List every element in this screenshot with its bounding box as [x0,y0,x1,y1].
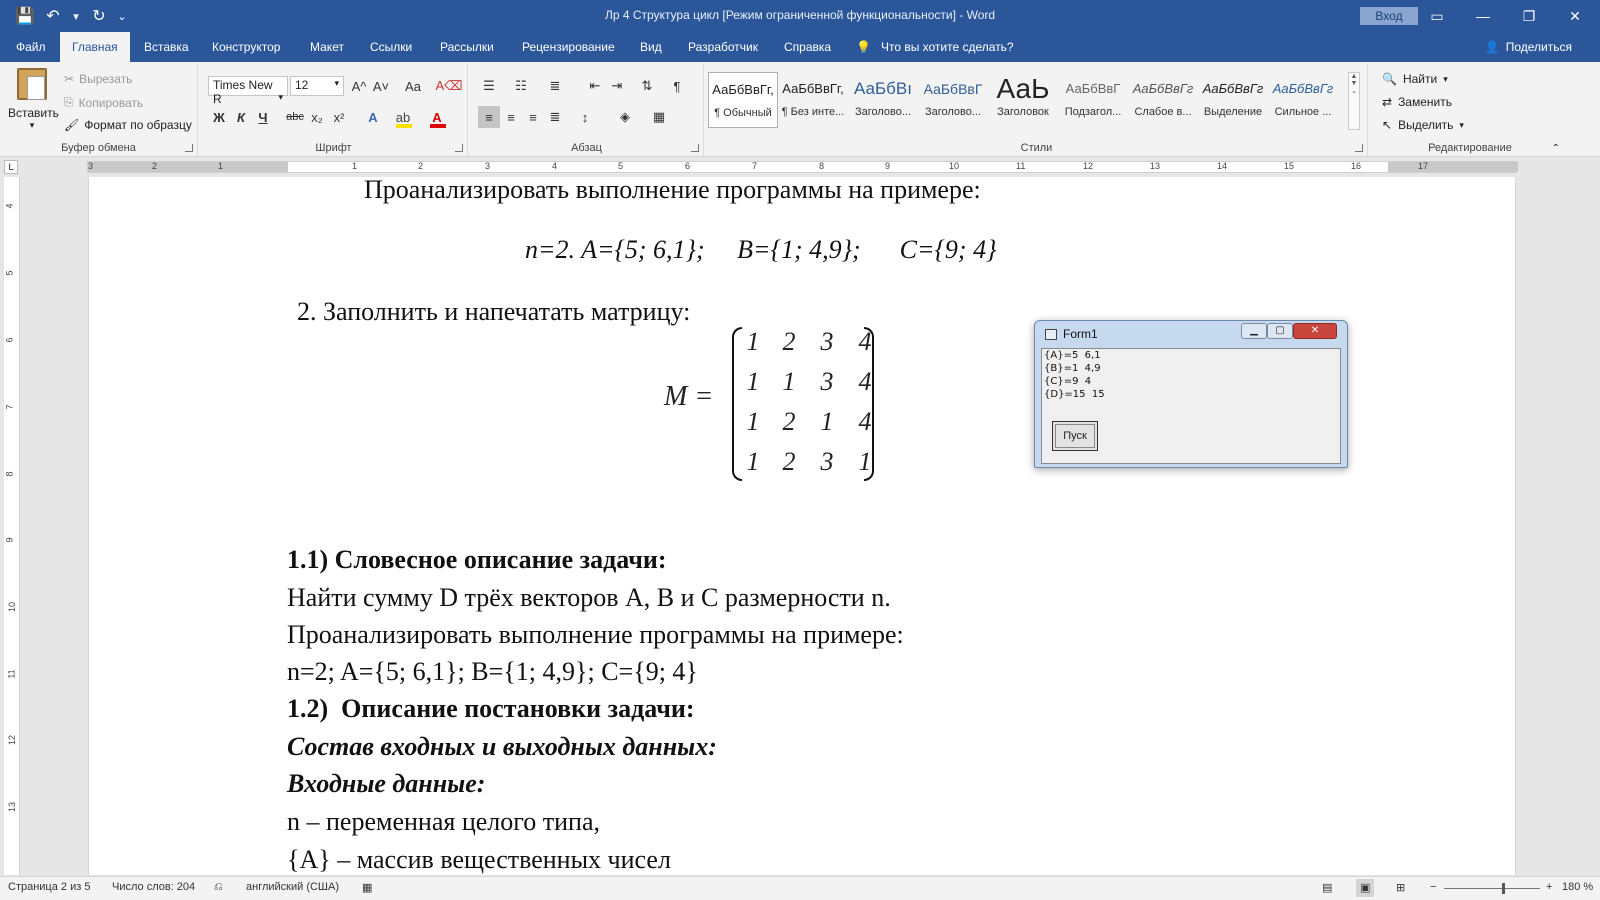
ruler-tick: 3 [88,161,94,171]
ruler-tick: 1 [218,161,224,171]
style-sample: АаЬ [996,73,1050,104]
tab-view[interactable]: Вид [640,40,662,54]
paragraph-group-label: Абзац [571,142,602,154]
doc-heading: Входные данные: [287,769,486,798]
multilevel-list-icon[interactable]: ≣ [549,78,561,93]
matrix-cell: 3 [820,447,834,476]
sort-icon[interactable]: ⇅ [641,78,653,93]
text-effects-icon[interactable]: A [368,109,378,125]
zoom-slider[interactable] [1444,888,1540,889]
style-name: Сильное ... [1274,106,1332,118]
tab-developer[interactable]: Разработчик [688,40,758,54]
print-layout-icon[interactable]: ▣ [1356,879,1374,897]
save-icon[interactable]: 💾 [15,8,35,25]
ruler-tick: 5 [4,270,15,276]
read-mode-icon[interactable]: ▤ [1322,882,1333,894]
collapse-ribbon-icon[interactable]: ⌃ [1551,143,1560,154]
ruler-tick: 7 [752,161,758,171]
cut-label: Вырезать [79,72,133,86]
style-name: Выделение [1203,106,1263,118]
scissors-icon: ✂ [64,72,75,86]
ruler-tick: 10 [7,601,18,613]
doc-line: Найти сумму D трёх векторов A, B и C размерности n. [287,583,891,612]
tab-file[interactable]: Файл [16,40,46,54]
doc-line: n=2; A={5; 6,1}; B={1; 4,9}; C={9; 4} [287,657,698,686]
copy-label: Копировать [78,95,144,110]
line-spacing-icon[interactable]: ↕ [581,109,589,125]
styles-launcher-icon[interactable] [1355,144,1363,152]
minimize-button[interactable]: — [1476,8,1490,24]
lightbulb-icon: 💡 [856,40,871,54]
format-painter-label: Формат по образцу [84,118,192,132]
ruler-tick: 12 [7,734,18,746]
form1-window[interactable] [1034,320,1348,468]
macro-icon[interactable]: ▦ [362,882,373,894]
ruler-tick: 13 [1150,161,1161,171]
ribbon [0,62,1600,157]
title-bar [0,0,1600,32]
share-button[interactable] [1485,32,1572,62]
find-label: Найти [1402,72,1438,86]
tab-layout[interactable]: Макет [310,40,344,54]
font-launcher-icon[interactable] [455,144,463,152]
zoom-slider-thumb[interactable] [1502,883,1505,894]
zoom-in-button[interactable]: + [1546,881,1553,893]
matrix-cell: 1 [746,407,760,436]
tab-design[interactable]: Конструктор [212,40,281,54]
font-name-value: Times New R [213,78,273,106]
align-left-icon[interactable]: ≡ [478,106,500,128]
paragraph-launcher-icon[interactable] [691,144,699,152]
editing-group [1370,64,1570,156]
form1-maximize-button[interactable]: ▢ [1267,323,1293,339]
ruler-tick: 17 [1418,161,1429,171]
ribbon-display-options-button[interactable]: ▭ [1430,7,1444,24]
style-no-spacing[interactable] [778,72,848,128]
matrix-cell: 4 [858,407,872,436]
replace-button[interactable] [1382,95,1452,109]
status-bar [0,876,1600,900]
editing-group-label: Редактирование [1428,142,1512,154]
shading-icon[interactable]: ◈ [620,109,630,124]
font-group-label: Шрифт [315,142,352,154]
style-heading1[interactable] [848,72,918,128]
matrix-cell: 4 [858,367,872,396]
select-dropdown-icon: ▾ [1459,119,1464,130]
ruler-track[interactable] [87,161,1517,173]
clipboard-launcher-icon[interactable] [185,144,193,152]
doc-line: Проанализировать выполнение программы на примере: [287,620,904,649]
style-sample: АаБбВı [854,79,912,98]
style-sample: АаБбВвГг, [782,81,844,96]
find-dropdown-icon: ▾ [1443,73,1448,84]
styles-gallery-scroll[interactable]: ▲ ▼ ⌄ [1348,72,1360,130]
ruler-tick: 3 [485,161,491,171]
restore-button[interactable]: ❐ [1522,7,1536,24]
tell-me-search[interactable] [856,32,1014,62]
matrix-cell: 1 [858,447,872,476]
clipboard-group [0,64,198,156]
ruler-tick: 13 [7,801,18,813]
matrix-cell: 2 [782,327,796,356]
style-title[interactable] [988,72,1058,128]
matrix-label: M = [664,381,714,412]
format-painter-button[interactable] [64,118,192,132]
matrix-cell: 1 [782,367,796,396]
window-title: Лр 4 Структура цикл [Режим ограниченной функциональности] - Word [604,8,996,22]
ruler-tick: 9 [885,161,891,171]
align-center-icon[interactable]: ≡ [507,109,515,125]
vertical-ruler [4,177,20,875]
tab-home[interactable]: Главная [60,32,130,62]
form1-titlebar[interactable] [1045,327,1098,341]
tab-selector-icon[interactable]: L [4,160,18,174]
select-button[interactable] [1382,118,1464,132]
form1-client-area [1041,348,1341,464]
tab-insert[interactable]: Вставка [144,40,189,54]
clear-formatting-button[interactable]: A⌫ [435,78,463,93]
clipboard-group-label: Буфер обмена [61,142,136,154]
font-name-combo[interactable] [208,76,288,106]
tell-me-label: Что вы хотите сделать? [880,40,1014,54]
doc-line: {A} – массив вещественных чисел [287,845,671,874]
tab-references[interactable]: Ссылки [370,40,413,54]
matrix-cell: 4 [858,327,872,356]
output-line: {A}=5 6,1 [1044,350,1101,361]
ruler-tick: 4 [4,203,15,209]
form1-title: Form1 [1063,327,1098,341]
zoom-level[interactable]: 180 % [1562,881,1594,893]
style-emphasis[interactable] [1198,72,1268,128]
replace-icon: ⇄ [1382,95,1393,109]
style-sample: АаБбВвГг [1132,81,1194,96]
ruler-tick: 8 [819,161,825,171]
matrix [664,327,874,487]
style-name: ¶ Обычный [714,107,772,119]
matrix-cell: 1 [746,327,760,356]
justify-icon[interactable]: ≣ [549,109,561,124]
cut-button[interactable] [64,72,132,86]
word-count[interactable]: Число слов: 204 [112,881,196,893]
signin-button[interactable]: Вход [1360,7,1418,25]
copy-icon: ⎘ [64,95,74,109]
share-label: Поделиться [1505,40,1572,54]
bullets-icon[interactable]: ☰ [483,78,495,93]
align-right-icon[interactable]: ≡ [529,109,537,125]
style-name: Заголовок [997,106,1049,118]
style-subtitle[interactable] [1058,72,1128,128]
style-sample: АаБбВвГ [923,81,983,97]
tab-review[interactable]: Рецензирование [522,40,615,54]
increase-indent-icon[interactable]: ⇥ [611,78,623,93]
subscript-button[interactable]: x₂ [311,109,323,125]
tab-mailings[interactable]: Рассылки [440,40,494,54]
ruler-tick: 10 [949,161,960,171]
replace-label: Заменить [1398,95,1452,109]
ruler-tick: 5 [618,161,624,171]
change-case-button[interactable]: Aa [405,78,421,94]
ruler-tick: 11 [6,669,17,679]
superscript-button[interactable]: x² [333,109,345,125]
style-sample: АаБбВвГг, [712,82,774,97]
font-color-swatch [430,124,446,128]
output-line: {D}=15 15 [1044,389,1105,400]
shrink-font-button[interactable]: A˅ [372,78,390,94]
highlight-color-icon[interactable]: ab [395,109,411,125]
doc-line: Проанализировать выполнение программы на примере: [364,177,981,204]
borders-icon[interactable]: ▦ [652,109,666,124]
style-sample: АаБбВвГ [1065,81,1121,96]
paste-dropdown-icon: ▾ [29,120,35,130]
ruler-tick: 1 [352,161,358,171]
language-indicator[interactable]: английский (США) [246,881,340,893]
output-line: {C}=9 4 [1044,376,1092,387]
ruler-tick: 12 [1083,161,1094,171]
person-icon: 👤 [1484,40,1500,54]
select-label: Выделить [1398,118,1454,132]
style-sample: АаБбВвГг [1272,81,1334,96]
ribbon-tabs [0,32,1600,62]
page-count[interactable]: Страница 2 из 5 [8,881,91,893]
paste-label: Вставить [8,106,59,120]
style-intense-emphasis[interactable] [1268,72,1338,128]
ruler-tick: 6 [4,337,15,343]
tab-help[interactable]: Справка [784,40,832,54]
matrix-body [732,327,874,487]
ruler-tick: 9 [4,537,15,543]
proofing-icon[interactable]: ⎌ [214,881,223,893]
ruler-tick: 6 [685,161,691,171]
matrix-cell: 2 [782,447,796,476]
font-color-icon[interactable]: A [432,109,442,125]
doc-formula-line: n=2. A={5; 6,1}; B={1; 4,9}; C={9; 4} [525,235,997,264]
paste-button[interactable] [8,68,59,131]
ruler-tick: 8 [4,471,15,477]
ruler-tick: 7 [4,404,15,410]
strikethrough-button[interactable]: abc [286,111,304,123]
close-button[interactable]: ✕ [1569,7,1581,24]
matrix-cell: 3 [820,367,834,396]
web-layout-icon[interactable]: ⊞ [1396,882,1406,894]
matrix-cell: 1 [746,447,760,476]
matrix-cell: 3 [820,327,834,356]
ruler-tick: 16 [1351,161,1362,171]
style-name: ¶ Без инте... [781,106,845,118]
style-name: Слабое в... [1134,106,1192,118]
highlight-color-swatch [396,124,412,128]
cursor-icon: ↖ [1382,118,1393,132]
doc-heading: 1.2) Описание постановки задачи: [287,694,695,723]
matrix-cell: 1 [820,407,834,436]
font-name-dropdown-icon: ▾ [278,92,283,102]
redo-icon[interactable]: ↻ [92,8,106,25]
ruler-tick: 2 [418,161,424,171]
style-name: Заголово... [924,106,982,118]
styles-group-label: Стили [1020,142,1053,154]
ruler-tick: 15 [1284,161,1295,171]
style-heading2[interactable] [918,72,988,128]
doc-line: n – переменная целого типа, [287,807,600,836]
font-size-value: 12 [295,78,309,92]
matrix-cell: 2 [782,407,796,436]
font-size-combo[interactable] [290,76,344,96]
ruler-tick: 4 [552,161,558,171]
zoom-out-button[interactable]: − [1430,881,1437,893]
output-line: {B}=1 4,9 [1044,363,1101,374]
styles-group [706,64,1368,156]
decrease-indent-icon[interactable]: ⇤ [589,78,601,93]
find-button[interactable] [1382,72,1448,86]
document-area[interactable] [20,177,1600,875]
form1-minimize-button[interactable]: ▁ [1241,323,1267,339]
style-name: Заголово... [854,106,912,118]
doc-heading: Состав входных и выходных данных: [287,732,717,761]
copy-button[interactable] [64,95,143,110]
paragraph-group [470,64,704,156]
bold-button[interactable]: Ж [213,109,225,125]
undo-dropdown-icon[interactable]: ▾ [73,10,79,23]
customize-qat-icon[interactable]: ⌄ [117,10,127,23]
style-normal[interactable] [708,72,778,128]
ruler-right-margin [1388,162,1518,172]
undo-icon[interactable]: ↶ [46,8,60,25]
underline-button[interactable]: Ч [258,109,268,125]
font-size-dropdown-icon: ▾ [334,78,339,88]
doc-line: 2. Заполнить и напечатать матрицу: [297,297,691,326]
matrix-cell: 1 [746,367,760,396]
ruler-tick: 2 [152,161,158,171]
style-subtle-emphasis[interactable] [1128,72,1198,128]
search-icon: 🔍 [1382,72,1397,86]
grow-font-button[interactable]: A^ [351,78,367,94]
start-button[interactable]: Пуск [1052,421,1098,451]
show-formatting-button[interactable]: ¶ [673,78,681,94]
document-page[interactable] [88,177,1516,875]
doc-heading: 1.1) Словесное описание задачи: [287,545,667,574]
clipboard-icon [17,68,47,100]
style-name: Подзагол... [1064,106,1122,118]
ruler-left-margin [88,162,288,172]
numbering-icon[interactable]: ☷ [515,78,527,93]
font-group [200,64,468,156]
form-icon [1045,329,1057,340]
style-sample: АаБбВвГг [1202,81,1264,96]
ruler-tick: 14 [1217,161,1228,171]
horizontal-ruler [0,157,1600,177]
italic-button[interactable]: К [237,109,245,125]
paintbrush-icon: 🖌 [64,118,80,132]
ruler-tick: 11 [1016,161,1026,171]
form1-close-button[interactable]: ✕ [1293,323,1337,339]
